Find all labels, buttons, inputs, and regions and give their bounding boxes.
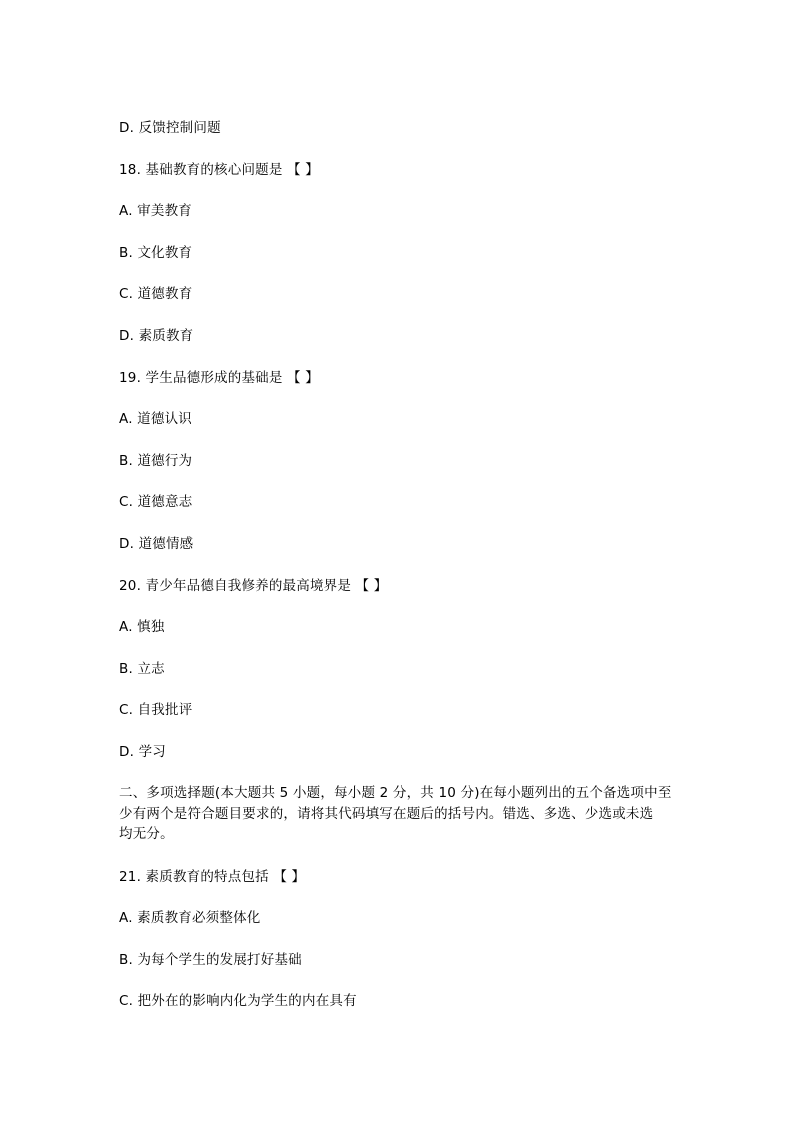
option-20-c: C. 自我批评 [119, 702, 193, 718]
option-21-c: C. 把外在的影响内化为学生的内在具有 [119, 993, 357, 1009]
section-instruction-line-2: 少有两个是符合题目要求的，请将其代码填写在题后的括号内。错选、多选、少选或未选 [119, 805, 654, 822]
option-18-d: D. 素质教育 [119, 328, 194, 344]
question-21: 21. 素质教育的特点包括 【 】 [119, 869, 306, 885]
option-19-b: B. 道德行为 [119, 453, 193, 469]
section-instruction-line-3: 均无分。 [119, 826, 174, 842]
option-18-b: B. 文化教育 [119, 245, 193, 261]
option-19-c: C. 道德意志 [119, 494, 193, 510]
option-19-a: A. 道德认识 [119, 411, 192, 427]
option-20-b: B. 立志 [119, 661, 165, 677]
option-21-b: B. 为每个学生的发展打好基础 [119, 952, 302, 968]
question-20: 20. 青少年品德自我修养的最高境界是 【 】 [119, 578, 388, 594]
option-21-a: A. 素质教育必须整体化 [119, 910, 261, 926]
section-instruction-line-1: 二、多项选择题(本大题共 5 小题，每小题 2 分，共 10 分)在每小题列出的五个备选项中至 [119, 785, 672, 801]
option-18-a: A. 审美教育 [119, 203, 192, 219]
option-20-d: D. 学习 [119, 744, 166, 760]
option-17-d: D. 反馈控制问题 [119, 120, 221, 136]
option-19-d: D. 道德情感 [119, 536, 194, 552]
section-instruction [119, 783, 679, 845]
option-20-a: A. 慎独 [119, 619, 165, 635]
question-19: 19. 学生品德形成的基础是 【 】 [119, 370, 319, 386]
question-18: 18. 基础教育的核心问题是 【 】 [119, 162, 319, 178]
option-18-c: C. 道德教育 [119, 286, 193, 302]
